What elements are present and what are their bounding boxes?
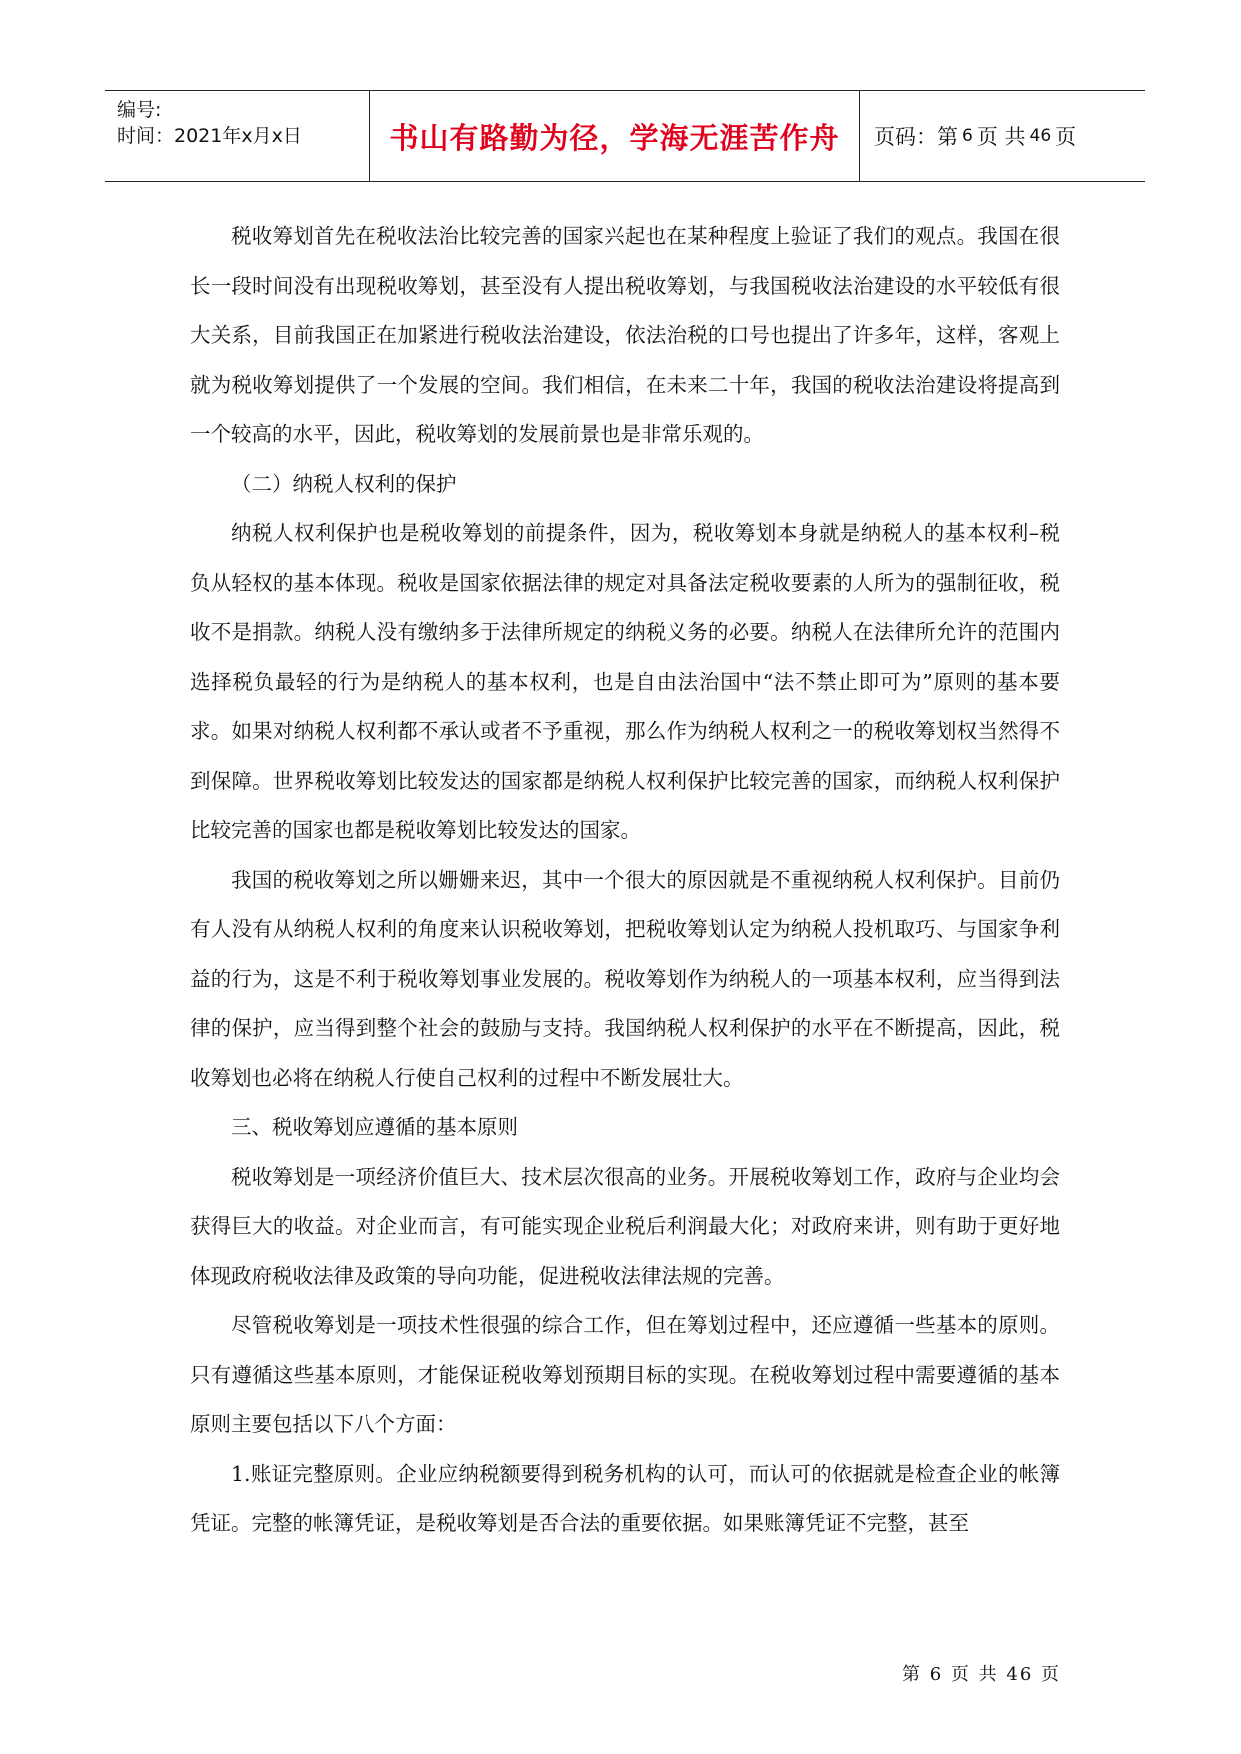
section-heading: 三、税收筹划应遵循的基本原则	[231, 1115, 518, 1139]
motto: 书山有路勤为径，学海无涯苦作舟	[389, 120, 840, 155]
paragraph: 税收筹划是一项经济价值巨大、技术层次很高的业务。开展税收筹划工作，政府与企业均会获得巨大的收益。对企业而言，有可能实现企业税后利润最大化；对政府来讲，则有助于更好地体现政府税收法律及政策的导向功能，促进税收法律法规的完善。	[190, 1164, 1060, 1288]
paragraph: 我国的税收筹划之所以姗姗来迟，其中一个很大的原因就是不重视纳税人权利保护。目前仍有人没有从纳税人权利的角度来认识税收筹划，把税收筹划认定为纳税人投机取巧、与国家争利益的行为，这是不利于税收筹划事业发展的。税收筹划作为纳税人的一项基本权利，应当得到法律的保护，应当得到整个社会的鼓励与支持。我国纳税人权利保护的水平在不断提高，因此，税收筹划也必将在纳税人行使自己权利的过程中不断发展壮大。	[190, 867, 1060, 1090]
page-prefix: 页码：第	[874, 125, 958, 149]
serial-label: 编号:	[117, 99, 162, 121]
page-suffix: 页	[1055, 125, 1077, 149]
header-page-cell	[860, 91, 1145, 181]
section-heading: （二）纳税人权利的保护	[231, 471, 457, 496]
page-mid: 页 共	[976, 125, 1026, 149]
paragraph: 尽管税收筹划是一项技术性很强的综合工作，但在筹划过程中，还应遵循一些基本的原则。只有遵循这些基本原则，才能保证税收筹划预期目标的实现。在税收筹划过程中需要遵循的基本原则主要包括以下八个方面：	[190, 1313, 1060, 1436]
paragraph: 纳税人权利保护也是税收筹划的前提条件，因为，税收筹划本身就是纳税人的基本权利–税负从轻权的基本体现。税收是国家依据法律的规定对具备法定税收要素的人所为的强制征收，税收不是捐款。纳税人没有缴纳多于法律所规定的纳税义务的必要。纳税人在法律所允许的范围内选择税负最轻的行为是纳税人的基本权利，也是自由法治国中“法不禁止即可为”原则的基本要求。如果对纳税人权利都不承认或者不予重视，那么作为纳税人权利之一的税收筹划权当然得不到保障。世界税收筹划比较发达的国家都是纳税人权利保护比较完善的国家，而纳税人权利保护比较完善的国家也都是税收筹划比较发达的国家。	[190, 521, 1060, 842]
page-footer: 第 6 页 共 46 页	[902, 1664, 1061, 1685]
header-motto-cell	[370, 91, 860, 181]
time-label: 时间：2021年x月x日	[117, 125, 302, 147]
page-total: 46	[1029, 126, 1052, 146]
page-number: 6	[962, 126, 973, 146]
document-body	[190, 212, 1060, 1549]
header-meta-cell	[105, 91, 370, 181]
paragraph: 税收筹划首先在税收法治比较完善的国家兴起也在某种程度上验证了我们的观点。我国在很长一段时间没有出现税收筹划，甚至没有人提出税收筹划，与我国税收法治建设的水平较低有很大关系，目前我国正在加紧进行税收法治建设，依法治税的口号也提出了许多年，这样，客观上就为税收筹划提供了一个发展的空间。我们相信，在未来二十年，我国的税收法治建设将提高到一个较高的水平，因此，税收筹划的发展前景也是非常乐观的。	[190, 224, 1060, 446]
paragraph: 1.账证完整原则。企业应纳税额要得到税务机构的认可，而认可的依据就是检查企业的帐簿凭证。完整的帐簿凭证，是税收筹划是否合法的重要依据。如果账簿凭证不完整，甚至	[190, 1461, 1060, 1535]
header-table	[105, 90, 1145, 182]
